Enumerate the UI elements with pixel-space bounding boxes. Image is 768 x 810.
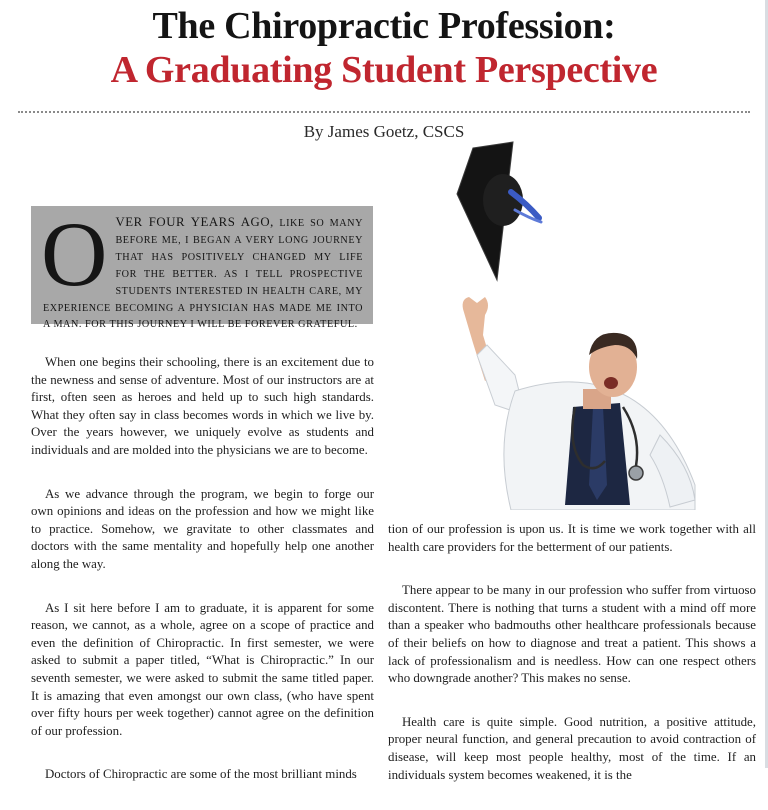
right-column [388,521,756,810]
intro-first-words: VER FOUR YEARS AGO, [115,215,274,229]
paragraph: Health care is quite simple. Good nutrition, a positive attitude, proper neural function, and general precaution to avoid contraction of disease, will keep most people healthy, most of the time. If an individuals system becomes weakened, it is the [388,714,756,782]
paragraph: As I sit here before I am to graduate, it is apparent for some reason, we cannot, as a whole, agree on a scope of practice and even the definition of Chiropractic. In first semester, we were asked to submit a paper titled, “What is Chiropractic.” In our seventh semester, we were asked to submit the same titled paper. It is amazing that even amongst our own class, (who have spent over fifty hours per week together) cannot agree on the definition of our profession. [31,600,374,738]
dotted-divider [18,111,750,113]
paragraph: As we advance through the program, we begin to forge our own opinions and ideas on the profession and how we might like to practice. Somehow, we gravitate to other classmates and doctors with the same mentality and hopefully help one another along the way. [31,486,374,571]
paragraph: When one begins their schooling, there is an excitement due to the newness and sense of adventure. Most of our instructors are at first, often seen as heroes and held up to such high standards. What they often say in class becomes words in which we live by. Over the years however, we uniquely evolve as students and individuals and are molded into the physicians we are to become. [31,355,374,457]
graduation-cap-image [455,140,555,285]
intro-callout [31,203,373,331]
paragraph: There appear to be many in our profession who suffer from virtuoso discontent. There is nothing that turns a student with a mind off more than a speaker who badmouths other healthcare professionals because of their beliefs on how to diagnose and treat a patient. This shows a lack of professionalism and is needless. How can one respect others who downgrade another? This makes no sense. [388,583,756,686]
paragraph: Doctors of Chiropractic are some of the most brilliant minds [45,767,357,782]
left-column [31,354,374,810]
article-title: The Chiropractic Profession: [152,5,616,47]
doctor-photo [455,295,705,510]
drop-cap: O [41,203,108,305]
byline: By James Goetz, CSCS [303,122,465,141]
paragraph-continuation: tion of our profession is upon us. It is time we work together with all health care providers for the betterment of our patients. [388,522,756,554]
article-subtitle: A Graduating Student Perspective [110,49,658,91]
intro-body: LIKE SO MANY BEFORE ME, I BEGAN A VERY LONG JOURNEY THAT HAS POSITIVELY CHANGED MY LIFE FOR THE BETTER. AS I TELL PROSPECTIVE STUDENTS INTERESTED IN HEALTH CARE, MY EXPERIENCE BECOMING A PHYSICIAN HAS MADE ME INTO A MAN. FOR THIS JOURNEY I WILL BE FOREVER GRATEFUL. [43,218,363,331]
